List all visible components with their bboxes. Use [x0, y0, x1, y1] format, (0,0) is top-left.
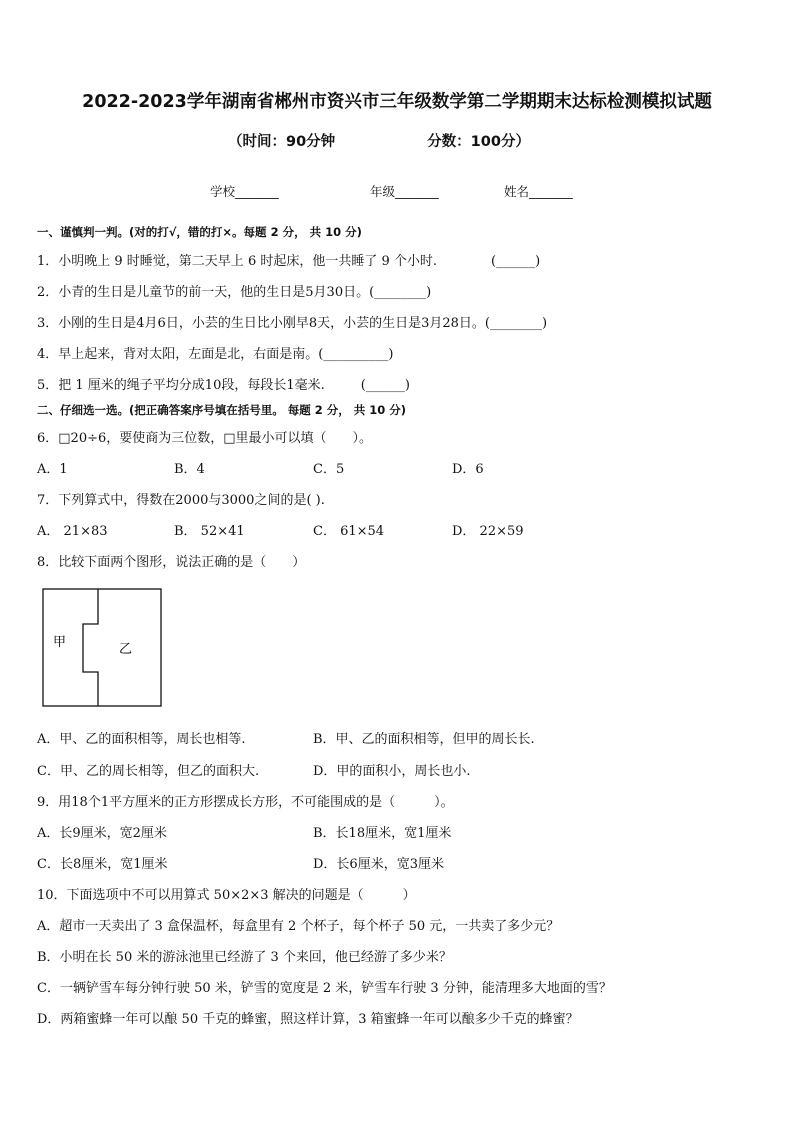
q7-option-b[interactable]: B． 52×41: [174, 524, 245, 539]
question-2: [37, 281, 431, 300]
name-field[interactable]: 姓名_______: [504, 184, 573, 199]
q10-option-a[interactable]: A．超市一天卖出了 3 盒保温杯，每盒里有 2 个杯子，每个杯子 50 元，一共卖了多少元？: [37, 919, 560, 934]
section1-heading: 一、谨慎判一判。(对的打√，错的打×。每题 2 分， 共 10 分): [37, 225, 362, 239]
question-10: 10．下面选项中不可以用算式 50×2×3 解决的问题是（ ）: [37, 888, 416, 903]
question-4: [37, 343, 393, 362]
page-title: 2022-2023学年湖南省郴州市资兴市三年级数学第二学期期末达标检测模拟试题: [82, 92, 712, 112]
shape-figure: [42, 588, 164, 714]
q8-option-b[interactable]: B．甲、乙的面积相等，但甲的周长长.: [313, 732, 535, 747]
exam-meta: [228, 130, 530, 151]
time-label: （时间：90分钟: [228, 134, 336, 150]
q10-option-d[interactable]: D．两箱蜜蜂一年可以酿 50 千克的蜂蜜，照这样计算，3 箱蜜蜂一年可以酿多少千克的蜂蜜？: [37, 1012, 579, 1027]
question-1: [37, 250, 540, 269]
q6-option-a[interactable]: A．1: [37, 462, 68, 477]
dividing-line: [83, 589, 98, 706]
question-5: [37, 374, 410, 393]
question-3: [37, 312, 547, 331]
q8-option-d[interactable]: D．甲的面积小，周长也小.: [313, 764, 471, 779]
q9-option-c[interactable]: C．长8厘米，宽1厘米: [37, 857, 168, 872]
q10-option-c[interactable]: C．一辆铲雪车每分钟行驶 50 米，铲雪的宽度是 2 米，铲雪车行驶 3 分钟，能清理多大地面的雪？: [37, 981, 612, 996]
q10-option-b[interactable]: B．小明在长 50 米的游泳池里已经游了 3 个来回，他已经游了多少米？: [37, 950, 452, 965]
question-6: 6．□20÷6，要使商为三位数，□里最小可以填（ ）。: [37, 431, 373, 446]
grade-field[interactable]: 年级_______: [370, 184, 439, 199]
question-3-text: 3．小刚的生日是4月6日，小芸的生日比小刚早8天，小芸的生日是3月28日。: [37, 316, 485, 331]
q7-option-d[interactable]: D． 22×59: [452, 524, 524, 539]
school-field[interactable]: 学校_______: [210, 184, 279, 199]
question-2-text: 2．小青的生日是儿童节的前一天，他的生日是5月30日。: [37, 285, 370, 300]
q6-option-b[interactable]: B．4: [174, 462, 205, 477]
student-info: [210, 182, 573, 200]
q6-option-c[interactable]: C．5: [313, 462, 345, 477]
shape-diagram: [42, 588, 164, 710]
q7-option-a[interactable]: A． 21×83: [37, 524, 108, 539]
answer-blank-5[interactable]: (______): [360, 378, 410, 393]
score-label: 分数：100分）: [427, 134, 530, 150]
region-b-label: 乙: [119, 642, 133, 657]
answer-blank-2[interactable]: (________): [369, 285, 432, 300]
question-4-text: 4．早上起来，背对太阳，左面是北，右面是南。: [37, 347, 319, 362]
question-9: 9．用18个1平方厘米的正方形摆成长方形，不可能围成的是（ ）。: [37, 795, 454, 810]
answer-blank-1[interactable]: (______): [491, 254, 541, 269]
q9-option-a[interactable]: A．长9厘米，宽2厘米: [37, 826, 167, 841]
q8-option-c[interactable]: C．甲、乙的周长相等，但乙的面积大.: [37, 764, 260, 779]
q6-option-d[interactable]: D．6: [452, 462, 484, 477]
question-8: 8．比较下面两个图形，说法正确的是（ ）: [37, 555, 306, 570]
q9-option-d[interactable]: D．长6厘米，宽3厘米: [313, 857, 444, 872]
question-1-text: 1．小明晚上 9 时睡觉，第二天早上 6 时起床，他一共睡了 9 个小时.: [37, 254, 438, 269]
region-a-label: 甲: [53, 635, 67, 650]
section2-heading: 二、仔细选一选。(把正确答案序号填在括号里。 每题 2 分， 共 10 分): [37, 403, 407, 417]
question-5-text: 5．把 1 厘米的绳子平均分成10段，每段长1毫米.: [37, 378, 325, 393]
answer-blank-3[interactable]: (________): [484, 316, 548, 331]
answer-blank-4[interactable]: (__________): [318, 347, 394, 362]
q8-option-a[interactable]: A．甲、乙的面积相等，周长也相等.: [37, 732, 246, 747]
q9-option-b[interactable]: B．长18厘米，宽1厘米: [313, 826, 452, 841]
question-7: 7．下列算式中，得数在2000与3000之间的是( ).: [37, 493, 325, 508]
q7-option-c[interactable]: C． 61×54: [313, 524, 385, 539]
